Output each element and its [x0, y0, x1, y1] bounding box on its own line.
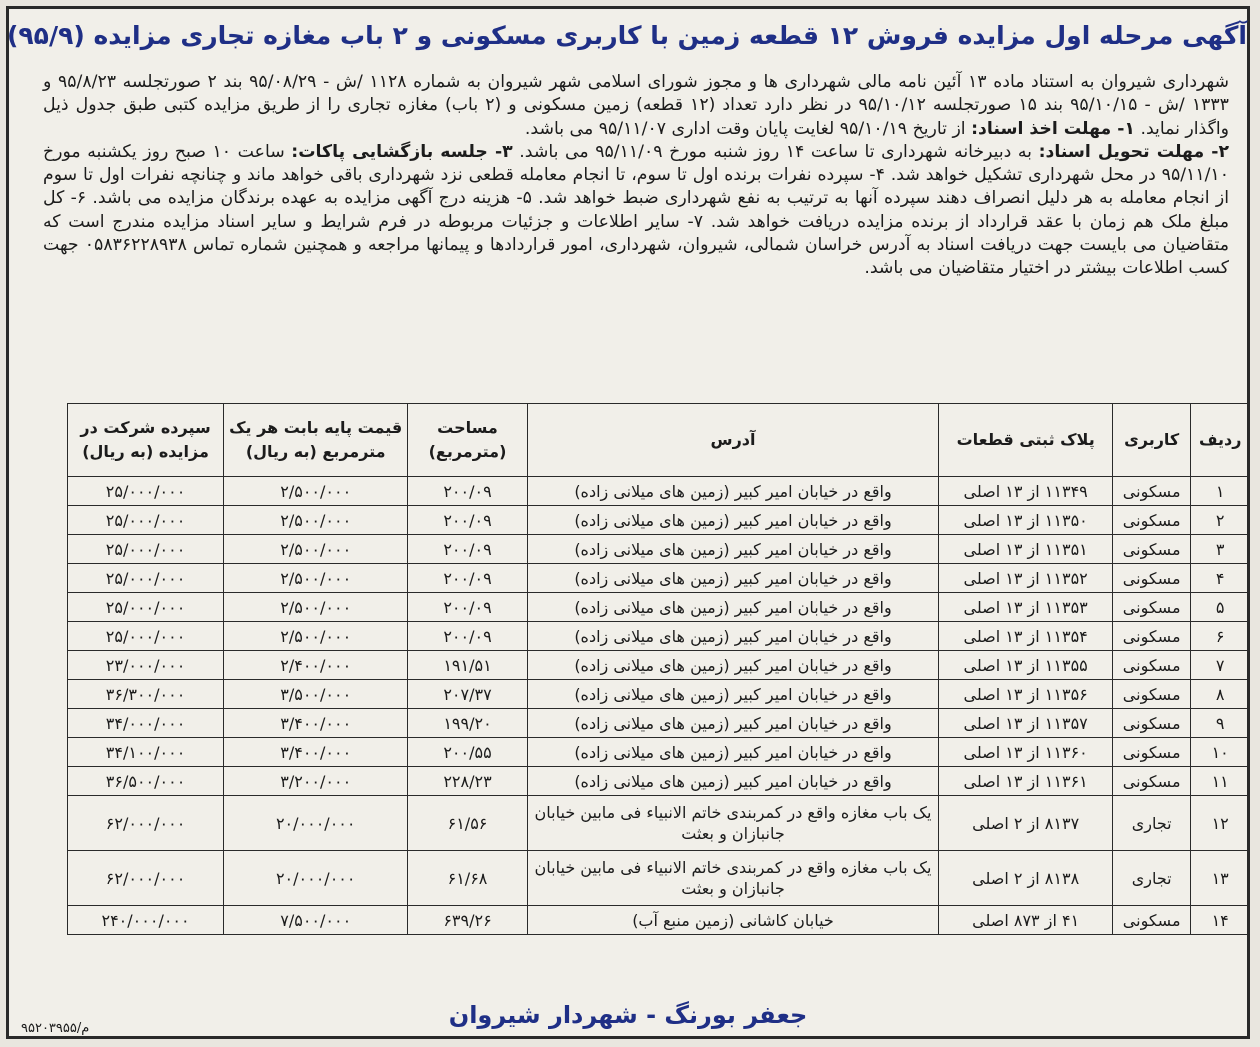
cell-price: ۲/۵۰۰/۰۰۰: [224, 535, 408, 564]
table-body: [68, 477, 1250, 935]
cell-row: ۳: [1191, 535, 1250, 564]
cell-area: ۲۰۰/۰۹: [408, 593, 527, 622]
cell-usage: مسکونی: [1112, 767, 1190, 796]
cell-plaque: ۱۱۳۶۰ از ۱۳ اصلی: [939, 738, 1113, 767]
header-usage: کاربری: [1112, 404, 1190, 477]
cell-row: ۱: [1191, 477, 1250, 506]
table-row: [68, 564, 1250, 593]
cell-price: ۲/۵۰۰/۰۰۰: [224, 477, 408, 506]
cell-row: ۱۰: [1191, 738, 1250, 767]
cell-plaque: ۱۱۳۵۲ از ۱۳ اصلی: [939, 564, 1113, 593]
cell-row: ۷: [1191, 651, 1250, 680]
cell-usage: مسکونی: [1112, 651, 1190, 680]
table-row: [68, 738, 1250, 767]
cell-deposit: ۲۵/۰۰۰/۰۰۰: [68, 506, 224, 535]
cell-deposit: ۳۶/۳۰۰/۰۰۰: [68, 680, 224, 709]
delivery-text: به دبیرخانه شهرداری تا ساعت ۱۴ روز شنبه مورخ ۹۵/۱۱/۰۹ می باشد.: [519, 141, 1032, 162]
cell-row: ۴: [1191, 564, 1250, 593]
cell-address: واقع در خیابان امیر کبیر (زمین های میلانی زاده): [527, 506, 939, 535]
table-row: [68, 709, 1250, 738]
table-header-row: [68, 404, 1250, 477]
cell-price: ۳/۵۰۰/۰۰۰: [224, 680, 408, 709]
cell-area: ۶۳۹/۲۶: [408, 906, 527, 935]
cell-plaque: ۱۱۳۵۳ از ۱۳ اصلی: [939, 593, 1113, 622]
cell-row: ۹: [1191, 709, 1250, 738]
header-row-number: ردیف: [1191, 404, 1250, 477]
cell-usage: تجاری: [1112, 851, 1190, 906]
cell-price: ۲/۴۰۰/۰۰۰: [224, 651, 408, 680]
signature-line: جعفر بورنگ - شهردار شیروان: [448, 1001, 808, 1029]
header-price: قیمت پایه بابت هر یک مترمربع (به ریال): [224, 404, 408, 477]
cell-price: ۲/۵۰۰/۰۰۰: [224, 593, 408, 622]
cell-area: ۲۰۷/۳۷: [408, 680, 527, 709]
cell-row: ۸: [1191, 680, 1250, 709]
cell-address: واقع در خیابان امیر کبیر (زمین های میلانی زاده): [527, 709, 939, 738]
cell-address: واقع در خیابان امیر کبیر (زمین های میلانی زاده): [527, 738, 939, 767]
cell-address: واقع در خیابان امیر کبیر (زمین های میلانی زاده): [527, 593, 939, 622]
header-address: آدرس: [527, 404, 939, 477]
header-deposit: سپرده شرکت در مزایده (به ریال): [68, 404, 224, 477]
cell-usage: مسکونی: [1112, 906, 1190, 935]
cell-address: واقع در خیابان امیر کبیر (زمین های میلانی زاده): [527, 477, 939, 506]
cell-usage: مسکونی: [1112, 709, 1190, 738]
cell-row: ۶: [1191, 622, 1250, 651]
cell-plaque: ۱۱۳۴۹ از ۱۳ اصلی: [939, 477, 1113, 506]
cell-deposit: ۳۶/۵۰۰/۰۰۰: [68, 767, 224, 796]
cell-usage: مسکونی: [1112, 506, 1190, 535]
cell-area: ۲۰۰/۰۹: [408, 564, 527, 593]
announcement-title: آگهی مرحله اول مزایده فروش ۱۲ قطعه زمین با کاربری مسکونی و ۲ باب مغازه تجاری مزایده (۹۵/۹): [6, 21, 1247, 50]
delivery-label: ۲- مهلت تحویل اسناد:: [1038, 141, 1229, 162]
deadline-label: ۱- مهلت اخذ اسناد:: [971, 118, 1135, 139]
cell-deposit: ۳۴/۱۰۰/۰۰۰: [68, 738, 224, 767]
cell-row: ۱۳: [1191, 851, 1250, 906]
cell-usage: مسکونی: [1112, 738, 1190, 767]
cell-plaque: ۱۱۳۵۱ از ۱۳ اصلی: [939, 535, 1113, 564]
cell-plaque: ۱۱۳۵۰ از ۱۳ اصلی: [939, 506, 1113, 535]
paragraph-2: [43, 141, 1229, 281]
table-row: [68, 796, 1250, 851]
cell-area: ۲۲۸/۲۳: [408, 767, 527, 796]
table-row: [68, 906, 1250, 935]
cell-plaque: ۴۱ از ۸۷۳ اصلی: [939, 906, 1113, 935]
cell-row: ۱۱: [1191, 767, 1250, 796]
cell-price: ۳/۴۰۰/۰۰۰: [224, 738, 408, 767]
intro-text: شهرداری شیروان به استناد ماده ۱۳ آئین نامه مالی شهرداری ها و مجوز شورای اسلامی شهر شیروان به شماره ۱۱۲۸ /ش - ۹۵/۰۸/۲۹ بند ۲ صورتجلسه ۹۵/۸/۲۳ و ۱۳۳۳ /ش - ۹۵/۱۰/۱۵ بند ۱۵ صورتجلسه ۹۵/۱۰/۱۲ در نظر دارد تعداد (۱۲ قطعه) زمین مسکونی و (۲ باب) مغازه تجاری را از طریق مزایده کتبی طبق جدول ذیل واگذار نماید.: [43, 72, 1230, 139]
cell-area: ۲۰۰/۰۹: [408, 535, 527, 564]
cell-area: ۱۹۱/۵۱: [408, 651, 527, 680]
table-row: [68, 593, 1250, 622]
cell-plaque: ۸۱۳۷ از ۲ اصلی: [939, 796, 1113, 851]
cell-usage: مسکونی: [1112, 477, 1190, 506]
cell-plaque: ۸۱۳۸ از ۲ اصلی: [939, 851, 1113, 906]
table-row: [68, 506, 1250, 535]
cell-deposit: ۳۴/۰۰۰/۰۰۰: [68, 709, 224, 738]
table-row: [68, 535, 1250, 564]
table-row: [68, 477, 1250, 506]
cell-price: ۲۰/۰۰۰/۰۰۰: [224, 851, 408, 906]
cell-row: ۱۴: [1191, 906, 1250, 935]
header-plaque: پلاک ثبتی قطعات: [939, 404, 1113, 477]
cell-address: واقع در خیابان امیر کبیر (زمین های میلانی زاده): [527, 535, 939, 564]
table-row: [68, 680, 1250, 709]
cell-row: ۱۲: [1191, 796, 1250, 851]
opening-label: ۳- جلسه بازگشایی پاکات:: [291, 141, 513, 162]
cell-price: ۳/۲۰۰/۰۰۰: [224, 767, 408, 796]
cell-row: ۵: [1191, 593, 1250, 622]
announcement-page: [6, 6, 1250, 1039]
ad-code: ۹۵۲۰۳۹۵۵/م: [21, 1021, 90, 1036]
cell-deposit: ۲۵/۰۰۰/۰۰۰: [68, 564, 224, 593]
cell-price: ۲/۵۰۰/۰۰۰: [224, 564, 408, 593]
cell-address: واقع در خیابان امیر کبیر (زمین های میلانی زاده): [527, 651, 939, 680]
cell-area: ۲۰۰/۵۵: [408, 738, 527, 767]
cell-price: ۷/۵۰۰/۰۰۰: [224, 906, 408, 935]
cell-deposit: ۲۵/۰۰۰/۰۰۰: [68, 477, 224, 506]
cell-deposit: ۶۲/۰۰۰/۰۰۰: [68, 851, 224, 906]
cell-usage: مسکونی: [1112, 535, 1190, 564]
header-area: مساحت (مترمربع): [408, 404, 527, 477]
cell-address: خیابان کاشانی (زمین منبع آب): [527, 906, 939, 935]
cell-plaque: ۱۱۳۵۵ از ۱۳ اصلی: [939, 651, 1113, 680]
cell-deposit: ۲۳/۰۰۰/۰۰۰: [68, 651, 224, 680]
cell-usage: مسکونی: [1112, 564, 1190, 593]
cell-area: ۲۰۰/۰۹: [408, 477, 527, 506]
cell-address: واقع در خیابان امیر کبیر (زمین های میلانی زاده): [527, 622, 939, 651]
cell-usage: تجاری: [1112, 796, 1190, 851]
cell-address: واقع در خیابان امیر کبیر (زمین های میلانی زاده): [527, 564, 939, 593]
cell-address: یک باب مغازه واقع در کمربندی خاتم الانبیاء فی مابین خیابان جانبازان و بعثت: [527, 851, 939, 906]
cell-area: ۶۱/۵۶: [408, 796, 527, 851]
cell-area: ۲۰۰/۰۹: [408, 622, 527, 651]
cell-deposit: ۲۴۰/۰۰۰/۰۰۰: [68, 906, 224, 935]
cell-address: واقع در خیابان امیر کبیر (زمین های میلانی زاده): [527, 767, 939, 796]
cell-deposit: ۶۲/۰۰۰/۰۰۰: [68, 796, 224, 851]
table-row: [68, 767, 1250, 796]
cell-address: واقع در خیابان امیر کبیر (زمین های میلانی زاده): [527, 680, 939, 709]
cell-price: ۲/۵۰۰/۰۰۰: [224, 622, 408, 651]
auction-table: [67, 403, 1250, 935]
cell-plaque: ۱۱۳۵۷ از ۱۳ اصلی: [939, 709, 1113, 738]
cell-row: ۲: [1191, 506, 1250, 535]
paragraph-1: [43, 71, 1229, 141]
cell-price: ۲۰/۰۰۰/۰۰۰: [224, 796, 408, 851]
announcement-body: [43, 71, 1229, 281]
table-row: [68, 622, 1250, 651]
opening-text: ساعت ۱۰ صبح روز یکشنبه مورخ ۹۵/۱۱/۱۰ در محل شهرداری تشکیل خواهد شد. ۴- سپرده نفرات برنده اول تا سوم، تا انجام معامله قطعی نزد شهرداری باقی خواهد ماند و چنانچه نفرات اول تا سوم از انجام معامله به هر دلیل انصراف دهند سپرده آنها به ترتیب به نفع شهرداری ضبط خواهد شد. ۵- هزینه درج آگهی مزایده به عهده برندگان مزایده می باشد. ۶- کل مبلغ ملک هم زمان با عقد قرارداد از برنده مزایده دریافت خواهد شد. ۷- سایر اطلاعات و جزئیات مربوطه در فرم شرایط و سایر اسناد مزایده مندرج است که متقاضیان می بایست جهت دریافت اسناد به آدرس خراسان شمالی، شیروان، شهرداری، امور قراردادها و پیمانها مراجعه و همچنین شماره تماس ۰۵۸۳۶۲۲۸۹۳۸ جهت کسب اطلاعات بیشتر در اختیار متقاضیان می باشد.: [43, 141, 1230, 279]
cell-usage: مسکونی: [1112, 593, 1190, 622]
table-row: [68, 851, 1250, 906]
cell-price: ۲/۵۰۰/۰۰۰: [224, 506, 408, 535]
cell-area: ۲۰۰/۰۹: [408, 506, 527, 535]
cell-area: ۱۹۹/۲۰: [408, 709, 527, 738]
cell-plaque: ۱۱۳۵۴ از ۱۳ اصلی: [939, 622, 1113, 651]
cell-area: ۶۱/۶۸: [408, 851, 527, 906]
cell-plaque: ۱۱۳۵۶ از ۱۳ اصلی: [939, 680, 1113, 709]
cell-price: ۳/۴۰۰/۰۰۰: [224, 709, 408, 738]
table-row: [68, 651, 1250, 680]
cell-plaque: ۱۱۳۶۱ از ۱۳ اصلی: [939, 767, 1113, 796]
cell-deposit: ۲۵/۰۰۰/۰۰۰: [68, 535, 224, 564]
cell-deposit: ۲۵/۰۰۰/۰۰۰: [68, 593, 224, 622]
cell-usage: مسکونی: [1112, 622, 1190, 651]
cell-address: یک باب مغازه واقع در کمربندی خاتم الانبیاء فی مابین خیابان جانبازان و بعثت: [527, 796, 939, 851]
deadline-text: از تاریخ ۹۵/۱۰/۱۹ لغایت پایان وقت اداری ۹۵/۱۱/۰۷ می باشد.: [524, 118, 966, 139]
cell-deposit: ۲۵/۰۰۰/۰۰۰: [68, 622, 224, 651]
cell-usage: مسکونی: [1112, 680, 1190, 709]
